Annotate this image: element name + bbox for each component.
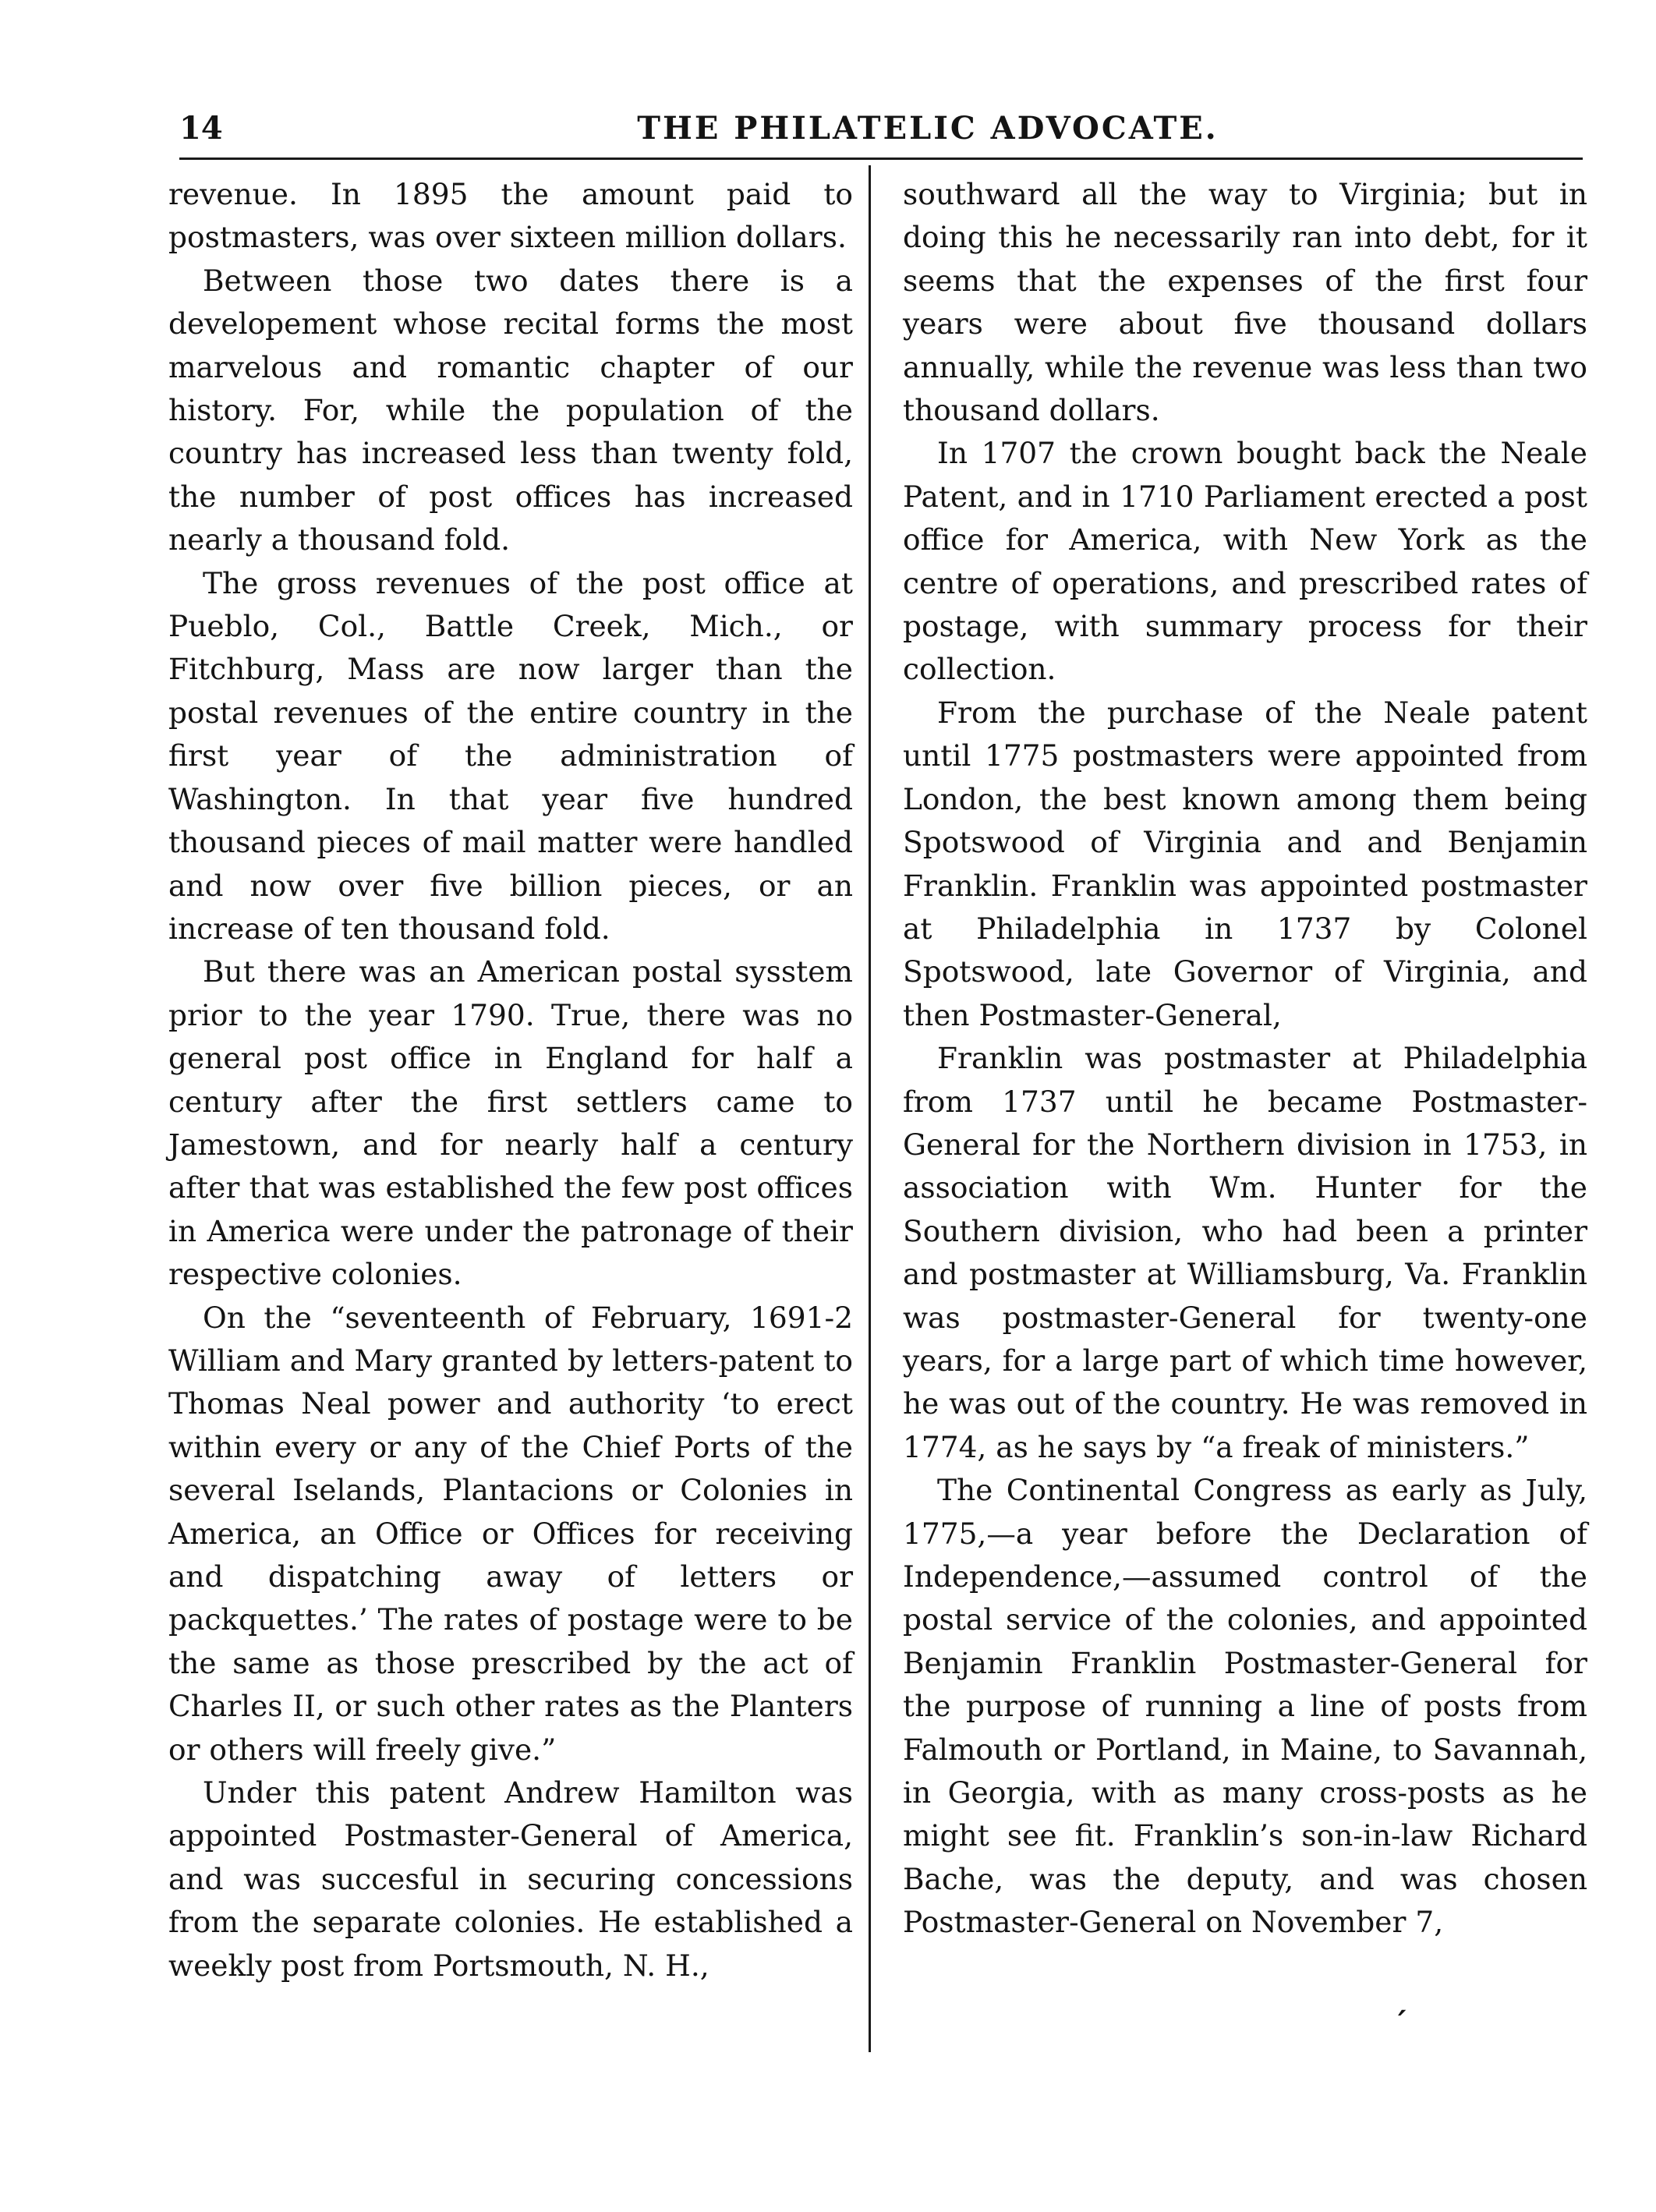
paragraph: The gross revenues of the post office at Pueblo, Col., Battle Creek, Mich., or Fitchburg, Mass are now larger than the postal revenues of the entire country in the first year of the administration of Washington. In that year five hundred thousand pieces of mail matter were handled and now over five billion pieces, or an increase of ten thousand fold. [168, 565, 853, 946]
paragraph: Between those two dates there is a developement whose recital forms the most marvelous and romantic chapter of our history. For, while the population of the country has increased less than twenty fold, the number of post offices has increased nearly a thousand fold. [168, 263, 853, 557]
left-column [168, 173, 853, 1987]
page-number: 14 [179, 110, 223, 147]
right-column [903, 173, 1587, 1945]
header-rule [179, 157, 1583, 160]
paragraph: The Continental Congress as early as July, 1775,—a year before the Declaration of Independence,—assumed control of the postal service of the colonies, and appointed Benjamin Franklin Postmaster-General for the purpose of running a line of posts from Falmouth or Portland, in Maine, to Savannah, in Georgia, with as many cross-posts as he might see fit. Franklin’s son-in-law Richard Bache, was the deputy, and was chosen Postmaster-General on November 7, [903, 1473, 1587, 1940]
paragraph: On the “seventeenth of February, 1691-2 William and Mary granted by letters-patent to Thomas Neal power and authority ‘to erect within every or any of the Chief Ports of the several Iselands, Plantacions or Colonies in America, an Office or Offices for receiving and dispatching away of letters or packquettes.’ The rates of postage were to be the same as those prescribed by the act of Charles II, or such other rates as the Planters or others will freely give.” [168, 1300, 853, 1767]
paragraph: From the purchase of the Neale patent until 1775 postmasters were appointed from London, the best known among them being Spotswood of Virginia and and Benjamin Franklin. Franklin was appointed postmaster at Philadelphia in 1737 by Colonel Spotswood, late Governor of Virginia, and then Postmaster-General, [903, 695, 1587, 1032]
column-divider [869, 165, 871, 2052]
paragraph: In 1707 the crown bought back the Neale Patent, and in 1710 Parliament erected a post office for America, with New York as the centre of operations, and prescribed rates of postage, with summary process for their collection. [903, 436, 1587, 687]
paragraph: Under this patent Andrew Hamilton was appointed Postmaster-General of America, and was succesful in securing concessions from the separate colonies. He established a weekly post from Portsmouth, N. H., [168, 1775, 853, 1983]
page-header [179, 105, 1583, 152]
running-title: THE PHILATELIC ADVOCATE. [637, 110, 1219, 147]
paragraph: southward all the way to Virginia; but in doing this he necessarily ran into debt, for it seems that the expenses of the first four years were about five thousand dollars annually, while the revenue was less than two thousand dollars. [903, 177, 1587, 428]
paragraph: But there was an American postal sysstem prior to the year 1790. True, there was no general post office in England for half a century after the first settlers came to Jamestown, and for nearly half a century after that was established the few post offices in America were under the patronage of their respective colonies. [168, 954, 853, 1292]
paragraph: revenue. In 1895 the amount paid to postmasters, was over sixteen million dollars. [168, 177, 853, 255]
paragraph: Franklin was postmaster at Philadelphia from 1737 until he became Postmaster-General for the Northern division in 1753, in association with Wm. Hunter for the Southern division, who had been a printer and postmaster at Williamsburg, Va. Franklin was postmaster-General for twenty-one years, for a large part of which time however, he was out of the country. He was removed in 1774, as he says by “a freak of ministers.” [903, 1041, 1587, 1464]
printer-mark: ′ [1398, 2004, 1407, 2040]
